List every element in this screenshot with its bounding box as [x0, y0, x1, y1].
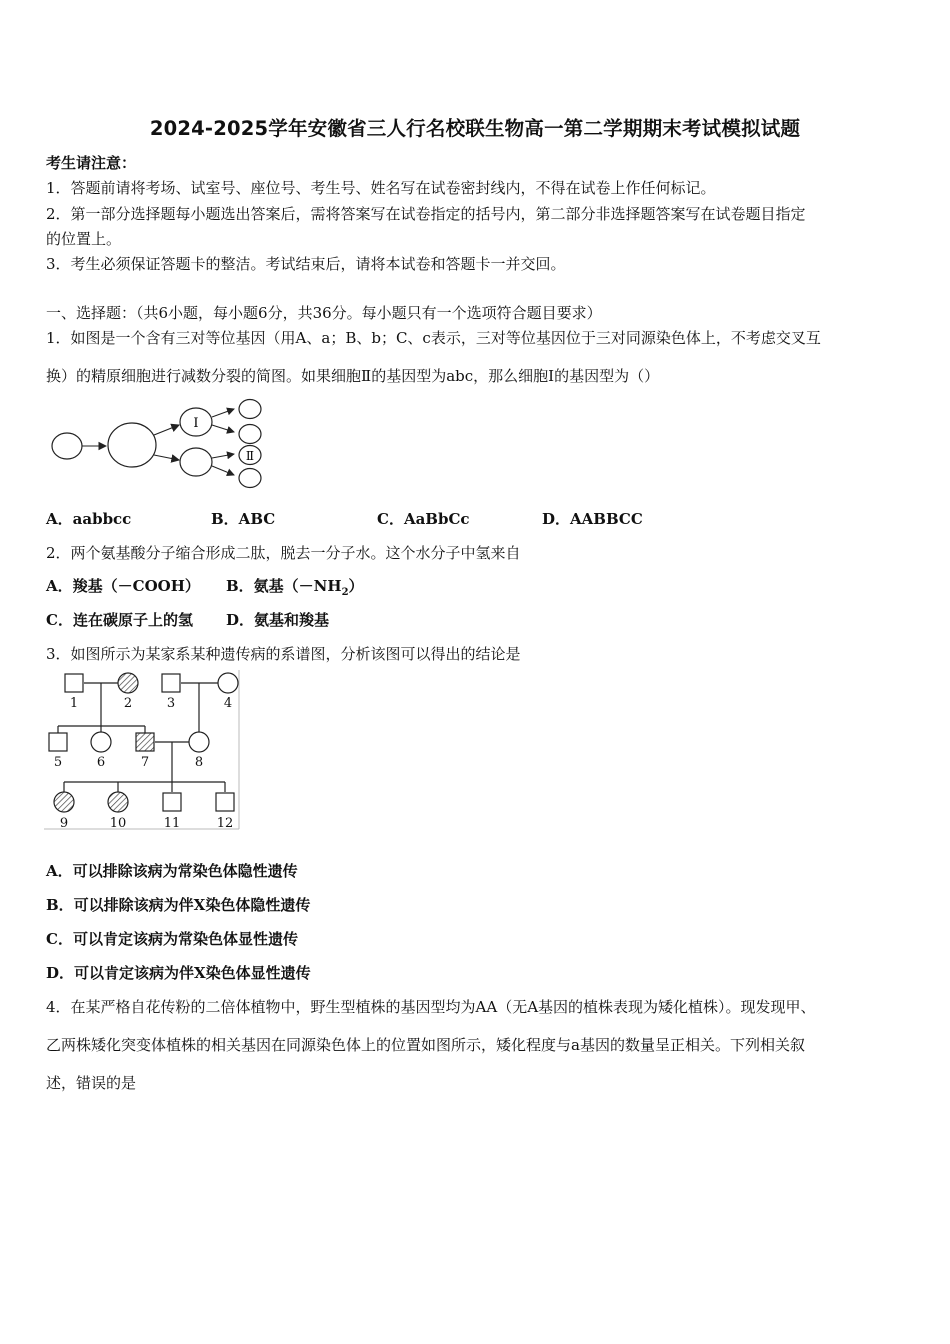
q1-option-d[interactable]: D．AABBCC [542, 510, 643, 528]
pedigree-male-5 [49, 733, 67, 751]
q4-stem-line1: 4．在某严格自花传粉的二倍体植物中，野生型植株的基因型均为AA（无A基因的植株表现为矮化植株）。现发现甲、 [46, 998, 816, 1016]
pedigree-label: 11 [163, 816, 181, 830]
q1-option-a[interactable]: A．aabbcc [46, 510, 132, 528]
primary-spermatocyte-cell [108, 423, 156, 467]
notice-item: 的位置上。 [46, 230, 122, 248]
pedigree-label: 9 [59, 816, 69, 830]
pedigree-male-12 [216, 793, 234, 811]
notice-heading: 考生请注意： [46, 154, 137, 172]
pedigree-female-9-affected [54, 792, 74, 812]
pedigree-label: 5 [53, 755, 63, 770]
q1-option-c[interactable]: C．AaBbCc [377, 510, 470, 528]
spermatogonium-cell [52, 433, 82, 459]
notice-item: 3．考生必须保证答题卡的整洁。考试结束后，请将本试卷和答题卡一并交回。 [46, 255, 566, 273]
pedigree-label: 7 [140, 755, 150, 770]
arrow [212, 454, 234, 458]
q2-option-b-close: ） [348, 577, 364, 595]
arrow [212, 466, 234, 475]
arrow [154, 425, 179, 435]
q2-option-a[interactable]: A．羧基（－COOH） [46, 577, 200, 595]
q3-option-d[interactable]: D．可以肯定该病为伴X染色体显性遗传 [46, 964, 311, 982]
page-title: 2024-2025学年安徽省三人行名校联生物高一第二学期期末考试模拟试题 [149, 117, 801, 140]
q4-stem-line3: 述，错误的是 [46, 1074, 137, 1092]
section-heading: 一、选择题：（共6小题，每小题6分，共36分。每小题只有一个选项符合题目要求） [46, 304, 602, 322]
q1-stem-line2: 换）的精原细胞进行减数分裂的简图。如果细胞Ⅱ的基因型为abc，那么细胞Ⅰ的基因型为（） [46, 367, 660, 385]
pedigree-label: 2 [123, 696, 133, 711]
q3-option-a[interactable]: A．可以排除该病为常染色体隐性遗传 [46, 862, 298, 880]
secondary-spermatocyte-cell [180, 448, 212, 476]
q2-option-b-subscript: 2 [341, 587, 349, 598]
spermatid-cell [239, 400, 261, 419]
spermatid-cell [239, 469, 261, 488]
q1-option-b[interactable]: B．ABC [211, 510, 276, 528]
pedigree-label: 3 [166, 696, 176, 711]
pedigree-chart [44, 670, 240, 830]
q3-stem: 3．如图所示为某家系某种遗传病的系谱图，分析该图可以得出的结论是 [46, 645, 521, 663]
pedigree-label: 8 [194, 755, 204, 770]
notice-item: 1．答题前请将考场、试室号、座位号、考生号、姓名写在试卷密封线内，不得在试卷上作任何标记。 [46, 179, 716, 197]
pedigree-female-2-affected [118, 673, 138, 693]
q1-stem-line1: 1．如图是一个含有三对等位基因（用A、a；B、b；C、c表示，三对等位基因位于三对同源染色体上，不考虑交叉互 [46, 329, 821, 347]
arrow [212, 425, 234, 432]
pedigree-male-7-affected [136, 733, 154, 751]
pedigree-female-4 [218, 673, 238, 693]
q3-option-c[interactable]: C．可以肯定该病为常染色体显性遗传 [46, 930, 298, 948]
pedigree-male-11 [163, 793, 181, 811]
arrow [154, 455, 179, 460]
q2-option-c[interactable]: C．连在碳原子上的氢 [46, 611, 193, 629]
meiosis-diagram [44, 395, 274, 495]
q2-option-d[interactable]: D．氨基和羧基 [226, 611, 330, 629]
pedigree-male-1 [65, 674, 83, 692]
pedigree-male-3 [162, 674, 180, 692]
pedigree-label: 4 [223, 696, 233, 711]
q2-stem: 2．两个氨基酸分子缩合形成二肽，脱去一分子水。这个水分子中氢来自 [46, 544, 521, 562]
pedigree-label: 6 [96, 755, 106, 770]
pedigree-label: 10 [109, 816, 127, 830]
cell-I-label: Ⅰ [193, 416, 199, 431]
pedigree-label: 12 [216, 816, 234, 830]
q4-stem-line2: 乙两株矮化突变体植株的相关基因在同源染色体上的位置如图所示，矮化程度与a基因的数量呈正相关。下列相关叙 [46, 1036, 805, 1054]
arrow [212, 409, 234, 417]
spermatid-cell [239, 425, 261, 444]
notice-item: 2．第一部分选择题每小题选出答案后，需将答案写在试卷指定的括号内，第二部分非选择题答案写在试卷题目指定 [46, 205, 806, 223]
cell-II-label: Ⅱ [245, 449, 255, 463]
pedigree-female-8 [189, 732, 209, 752]
pedigree-female-6 [91, 732, 111, 752]
q2-option-b-text: B．氨基（－NH [226, 577, 342, 595]
pedigree-female-10-affected [108, 792, 128, 812]
pedigree-label: 1 [69, 696, 79, 711]
q3-option-b[interactable]: B．可以排除该病为伴X染色体隐性遗传 [46, 896, 311, 914]
q2-option-b[interactable] [226, 575, 364, 598]
